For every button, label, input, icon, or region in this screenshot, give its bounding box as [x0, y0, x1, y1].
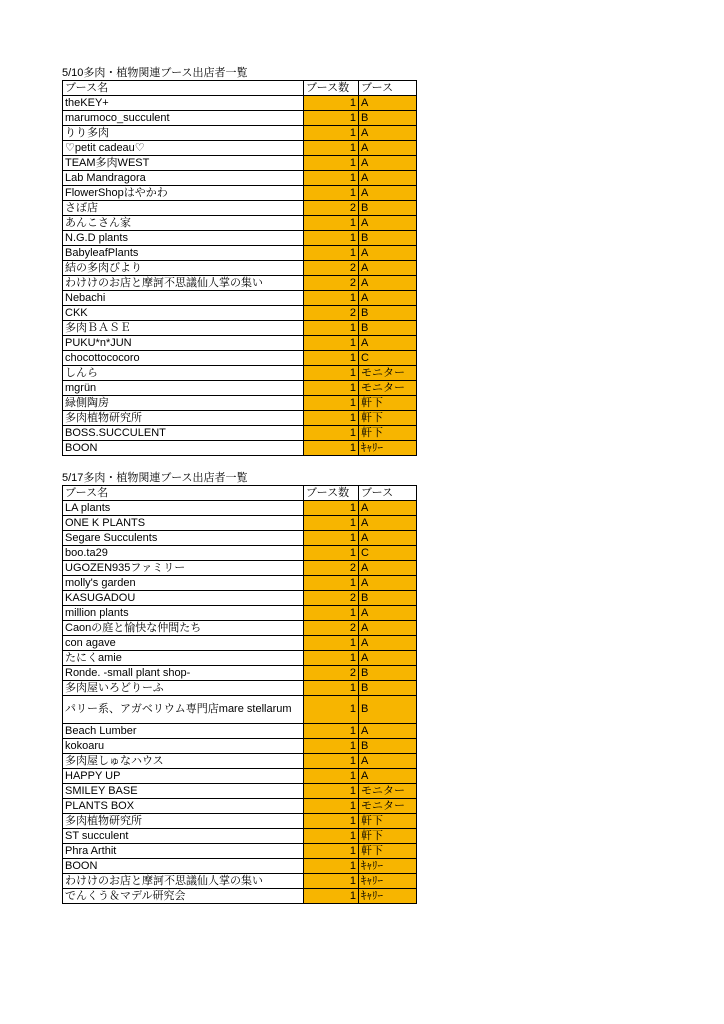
table-row	[63, 381, 417, 396]
booth-cell: A	[359, 516, 417, 531]
table-row	[63, 516, 417, 531]
table-row	[63, 111, 417, 126]
header-booth: ブース	[359, 81, 417, 96]
booth-count-cell: 1	[304, 216, 359, 231]
booth-cell: A	[359, 501, 417, 516]
booth-cell: モニター	[359, 381, 417, 396]
booth-count-cell: 2	[304, 561, 359, 576]
booth-cell: A	[359, 561, 417, 576]
booth-cell: ｷｬﾘｰ	[359, 874, 417, 889]
booth-cell: C	[359, 351, 417, 366]
booth-cell: A	[359, 636, 417, 651]
booth-count-cell: 1	[304, 381, 359, 396]
booth-name-cell: UGOZEN935ファミリー	[63, 561, 304, 576]
booth-count-cell: 1	[304, 724, 359, 739]
booth-count-cell: 1	[304, 351, 359, 366]
booth-count-cell: 2	[304, 306, 359, 321]
booth-name-cell: さぼ店	[63, 201, 304, 216]
booth-name-cell: LA plants	[63, 501, 304, 516]
booth-cell: A	[359, 156, 417, 171]
booth-cell: A	[359, 246, 417, 261]
booth-count-cell: 1	[304, 739, 359, 754]
booth-name-cell: BOSS.SUCCULENT	[63, 426, 304, 441]
table-row	[63, 96, 417, 111]
booth-name-cell: theKEY+	[63, 96, 304, 111]
booth-name-cell: N.G.D plants	[63, 231, 304, 246]
booth-count-cell: 1	[304, 546, 359, 561]
booth-cell: A	[359, 576, 417, 591]
booth-cell: ｷｬﾘｰ	[359, 441, 417, 456]
booth-name-cell: con agave	[63, 636, 304, 651]
booth-count-cell: 1	[304, 696, 359, 724]
booth-count-cell: 1	[304, 681, 359, 696]
booth-cell: B	[359, 201, 417, 216]
booth-name-cell: ONE K PLANTS	[63, 516, 304, 531]
booth-cell: C	[359, 546, 417, 561]
booth-name-cell: Nebachi	[63, 291, 304, 306]
booth-count-cell: 1	[304, 576, 359, 591]
booth-cell: A	[359, 651, 417, 666]
booth-name-cell: でんくう＆マデル研究会	[63, 889, 304, 904]
table-row	[63, 754, 417, 769]
table-row	[63, 171, 417, 186]
booth-cell: B	[359, 591, 417, 606]
booth-cell: 軒下	[359, 426, 417, 441]
table-row	[63, 724, 417, 739]
header-booth-name: ブース名	[63, 81, 304, 96]
booth-cell: 軒下	[359, 396, 417, 411]
booth-name-cell: Ronde. -small plant shop-	[63, 666, 304, 681]
booth-name-cell: BOON	[63, 441, 304, 456]
booth-name-cell: million plants	[63, 606, 304, 621]
booth-name-cell: Lab Mandragora	[63, 171, 304, 186]
exhibitor-list-0517	[62, 472, 415, 904]
booth-name-cell: kokoaru	[63, 739, 304, 754]
booth-cell: A	[359, 96, 417, 111]
booth-cell: B	[359, 321, 417, 336]
booth-name-cell: PLANTS BOX	[63, 799, 304, 814]
booth-name-cell: ♡petit cadeau♡	[63, 141, 304, 156]
booth-count-cell: 1	[304, 859, 359, 874]
booth-cell: B	[359, 696, 417, 724]
booth-cell: 軒下	[359, 844, 417, 859]
booth-name-cell: わけけのお店と摩訶不思議仙人掌の集い	[63, 874, 304, 889]
booth-cell: ｷｬﾘｰ	[359, 889, 417, 904]
table-row	[63, 576, 417, 591]
booth-cell: B	[359, 681, 417, 696]
booth-cell: A	[359, 126, 417, 141]
booth-name-cell: わけけのお店と摩訶不思議仙人掌の集い	[63, 276, 304, 291]
booth-count-cell: 1	[304, 126, 359, 141]
booth-name-cell: CKK	[63, 306, 304, 321]
booth-count-cell: 1	[304, 636, 359, 651]
exhibitor-list-0510	[62, 67, 415, 456]
booth-cell: A	[359, 216, 417, 231]
booth-name-cell: 多肉屋しゅなハウス	[63, 754, 304, 769]
booth-name-cell: あんこさん家	[63, 216, 304, 231]
table-row	[63, 216, 417, 231]
table-row	[63, 859, 417, 874]
booth-count-cell: 1	[304, 426, 359, 441]
booth-cell: B	[359, 739, 417, 754]
table-row	[63, 246, 417, 261]
booth-name-cell: BOON	[63, 859, 304, 874]
table-header-row	[63, 81, 417, 96]
booth-name-cell: りり多肉	[63, 126, 304, 141]
booth-cell: A	[359, 769, 417, 784]
table-row	[63, 201, 417, 216]
booth-name-cell: HAPPY UP	[63, 769, 304, 784]
booth-name-cell: mgrün	[63, 381, 304, 396]
booth-cell: A	[359, 606, 417, 621]
table-body	[63, 81, 417, 456]
booth-count-cell: 1	[304, 336, 359, 351]
booth-count-cell: 1	[304, 754, 359, 769]
table-row	[63, 441, 417, 456]
table-row	[63, 291, 417, 306]
booth-name-cell: SMILEY BASE	[63, 784, 304, 799]
table-row	[63, 799, 417, 814]
booth-cell: A	[359, 291, 417, 306]
booth-count-cell: 2	[304, 201, 359, 216]
booth-cell: A	[359, 261, 417, 276]
table-row	[63, 531, 417, 546]
header-booth-count: ブース数	[304, 486, 359, 501]
booth-name-cell: 緑側陶房	[63, 396, 304, 411]
booth-count-cell: 1	[304, 186, 359, 201]
booth-name-cell: しんら	[63, 366, 304, 381]
booth-cell: A	[359, 186, 417, 201]
booth-cell: A	[359, 724, 417, 739]
booth-cell: A	[359, 621, 417, 636]
table-row	[63, 606, 417, 621]
booth-count-cell: 2	[304, 666, 359, 681]
header-booth-name: ブース名	[63, 486, 304, 501]
table-row	[63, 591, 417, 606]
booth-name-cell: 多肉植物研究所	[63, 411, 304, 426]
table-row	[63, 636, 417, 651]
table-row	[63, 696, 417, 724]
header-booth: ブース	[359, 486, 417, 501]
booth-name-cell: boo.ta29	[63, 546, 304, 561]
booth-count-cell: 1	[304, 814, 359, 829]
table-row	[63, 126, 417, 141]
booth-count-cell: 1	[304, 784, 359, 799]
booth-count-cell: 1	[304, 111, 359, 126]
table-row	[63, 366, 417, 381]
table-row	[63, 561, 417, 576]
table-row	[63, 546, 417, 561]
booth-cell: A	[359, 171, 417, 186]
booth-name-cell: marumoco_succulent	[63, 111, 304, 126]
table-row	[63, 784, 417, 799]
table-row	[63, 889, 417, 904]
table-row	[63, 276, 417, 291]
booth-count-cell: 1	[304, 366, 359, 381]
booth-count-cell: 1	[304, 769, 359, 784]
booth-count-cell: 1	[304, 501, 359, 516]
table-row	[63, 231, 417, 246]
booth-name-cell: FlowerShopはやかわ	[63, 186, 304, 201]
booth-count-cell: 1	[304, 799, 359, 814]
table-row	[63, 306, 417, 321]
booth-name-cell: TEAM多肉WEST	[63, 156, 304, 171]
booth-count-cell: 2	[304, 276, 359, 291]
table-row	[63, 336, 417, 351]
booth-count-cell: 1	[304, 171, 359, 186]
booth-name-cell: Phra Arthit	[63, 844, 304, 859]
booth-cell: 軒下	[359, 411, 417, 426]
table-row	[63, 681, 417, 696]
booth-count-cell: 1	[304, 531, 359, 546]
table-row	[63, 814, 417, 829]
table-row	[63, 501, 417, 516]
table-header-row	[63, 486, 417, 501]
booth-cell: 軒下	[359, 814, 417, 829]
booth-name-cell: PUKU*n*JUN	[63, 336, 304, 351]
booth-count-cell: 1	[304, 829, 359, 844]
booth-count-cell: 1	[304, 844, 359, 859]
table-row	[63, 769, 417, 784]
booth-name-cell: Caonの庭と愉快な仲間たち	[63, 621, 304, 636]
table-row	[63, 426, 417, 441]
booth-name-cell: Beach Lumber	[63, 724, 304, 739]
booth-count-cell: 1	[304, 411, 359, 426]
table-row	[63, 396, 417, 411]
booth-name-cell: BabyleafPlants	[63, 246, 304, 261]
exhibitor-table	[62, 485, 417, 904]
section-title: 5/10多肉・植物関連ブース出店者一覧	[62, 67, 248, 79]
booth-name-cell: chocottococoro	[63, 351, 304, 366]
booth-cell: A	[359, 754, 417, 769]
table-row	[63, 621, 417, 636]
booth-cell: A	[359, 531, 417, 546]
exhibitor-table	[62, 80, 417, 456]
booth-count-cell: 1	[304, 516, 359, 531]
booth-count-cell: 1	[304, 96, 359, 111]
table-row	[63, 261, 417, 276]
booth-cell: モニター	[359, 366, 417, 381]
booth-name-cell: 多肉屋いろどりーふ	[63, 681, 304, 696]
table-row	[63, 186, 417, 201]
table-row	[63, 829, 417, 844]
booth-count-cell: 2	[304, 261, 359, 276]
booth-count-cell: 1	[304, 889, 359, 904]
booth-count-cell: 2	[304, 591, 359, 606]
table-row	[63, 874, 417, 889]
booth-name-cell: molly's garden	[63, 576, 304, 591]
booth-name-cell: パリー系、アガベリウム専門店mare stellarum	[63, 696, 304, 724]
booth-cell: B	[359, 111, 417, 126]
table-row	[63, 666, 417, 681]
booth-cell: B	[359, 231, 417, 246]
booth-cell: ｷｬﾘｰ	[359, 859, 417, 874]
table-row	[63, 844, 417, 859]
booth-name-cell: KASUGADOU	[63, 591, 304, 606]
booth-count-cell: 1	[304, 141, 359, 156]
booth-cell: 軒下	[359, 829, 417, 844]
booth-cell: A	[359, 141, 417, 156]
table-row	[63, 321, 417, 336]
booth-count-cell: 1	[304, 321, 359, 336]
booth-name-cell: ST succulent	[63, 829, 304, 844]
table-row	[63, 141, 417, 156]
booth-name-cell: 多肉ＢＡＳＥ	[63, 321, 304, 336]
booth-count-cell: 1	[304, 606, 359, 621]
booth-count-cell: 1	[304, 441, 359, 456]
booth-count-cell: 1	[304, 231, 359, 246]
booth-cell: モニター	[359, 784, 417, 799]
booth-count-cell: 1	[304, 156, 359, 171]
booth-cell: A	[359, 336, 417, 351]
booth-cell: A	[359, 276, 417, 291]
table-row	[63, 156, 417, 171]
booth-name-cell: Segare Succulents	[63, 531, 304, 546]
table-body	[63, 486, 417, 904]
booth-cell: モニター	[359, 799, 417, 814]
booth-name-cell: 多肉植物研究所	[63, 814, 304, 829]
table-row	[63, 351, 417, 366]
booth-count-cell: 1	[304, 246, 359, 261]
booth-count-cell: 1	[304, 291, 359, 306]
booth-count-cell: 1	[304, 874, 359, 889]
booth-cell: B	[359, 666, 417, 681]
booth-count-cell: 1	[304, 396, 359, 411]
booth-name-cell: 結の多肉びより	[63, 261, 304, 276]
booth-count-cell: 1	[304, 651, 359, 666]
booth-cell: B	[359, 306, 417, 321]
table-row	[63, 411, 417, 426]
table-row	[63, 739, 417, 754]
header-booth-count: ブース数	[304, 81, 359, 96]
booth-count-cell: 2	[304, 621, 359, 636]
section-title: 5/17多肉・植物関連ブース出店者一覧	[62, 472, 248, 484]
table-row	[63, 651, 417, 666]
booth-name-cell: たにくamie	[63, 651, 304, 666]
